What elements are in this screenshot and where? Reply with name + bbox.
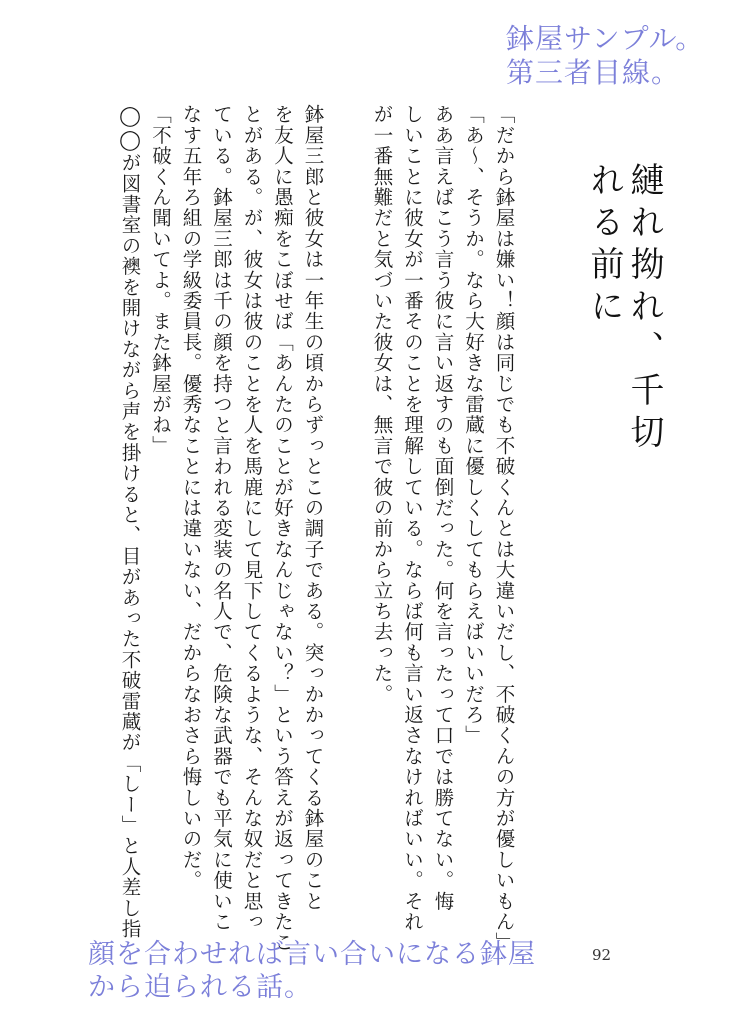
text-line: とがある。が、彼女は彼のことを人を馬鹿にして見下してくるような、そんな奴だと思っ xyxy=(240,104,264,932)
text-line: ああ言えばこう言う彼に言い返すのも面倒だった。何を言ったって口では勝てない。悔 xyxy=(431,104,455,912)
caption-top-line2: 第三者目線。 xyxy=(506,56,681,89)
caption-bottom xyxy=(88,938,568,1004)
text-line: 「だから鉢屋は嫌い！顔は同じでも不破くんとは大違いだし、不破くんの方が優しいもん」 xyxy=(492,104,516,953)
text-line: 「不破くん聞いてよ。また鉢屋がね」 xyxy=(149,104,172,456)
caption-top xyxy=(506,22,736,90)
text-line: 鉢屋三郎と彼女は一年生の頃からずっとこの調子である。突っかかってくる鉢屋のこと xyxy=(301,104,325,912)
text-line: なす五年ろ組の学級委員長。優秀なことには違いない、だからなおさら悔しいのだ。 xyxy=(179,104,203,891)
text-line: が一番無難だと気づいた彼女は、無言で彼の前から立ち去った。 xyxy=(370,104,394,705)
text-block-right xyxy=(366,104,519,953)
chapter-title: 縺れ拗れ、千切れる前に xyxy=(584,162,664,456)
text-line: ている。鉢屋三郎は千の顔を持つと言われる変装の名人で、危険な武器でも平気に使いこ xyxy=(210,104,233,932)
text-block-left xyxy=(114,104,328,953)
caption-top-line1: 鉢屋サンプル。 xyxy=(506,22,705,55)
text-line: しいことに彼女が一番そのことを理解している。ならば何も言い返さなければいい。それ xyxy=(401,104,424,932)
caption-bottom-line2: から迫られる話。 xyxy=(88,972,312,1003)
page-number: 92 xyxy=(592,946,612,964)
caption-bottom-line1: 顔を合わせれば言い合いになる鉢屋 xyxy=(88,939,536,970)
text-line: を友人に愚痴をこぼせば「あんたのことが好きなんじゃない？」という答えが返ってきたこ xyxy=(271,104,294,953)
text-line: ◯◯が図書室の襖を開けながら声を掛けると、目があった不破雷蔵が「しー」と人差し指 xyxy=(118,104,142,939)
text-line: 「あ〜、そうか。なら大好きな雷蔵に優しくしてもらえばいいだろ」 xyxy=(462,104,485,746)
